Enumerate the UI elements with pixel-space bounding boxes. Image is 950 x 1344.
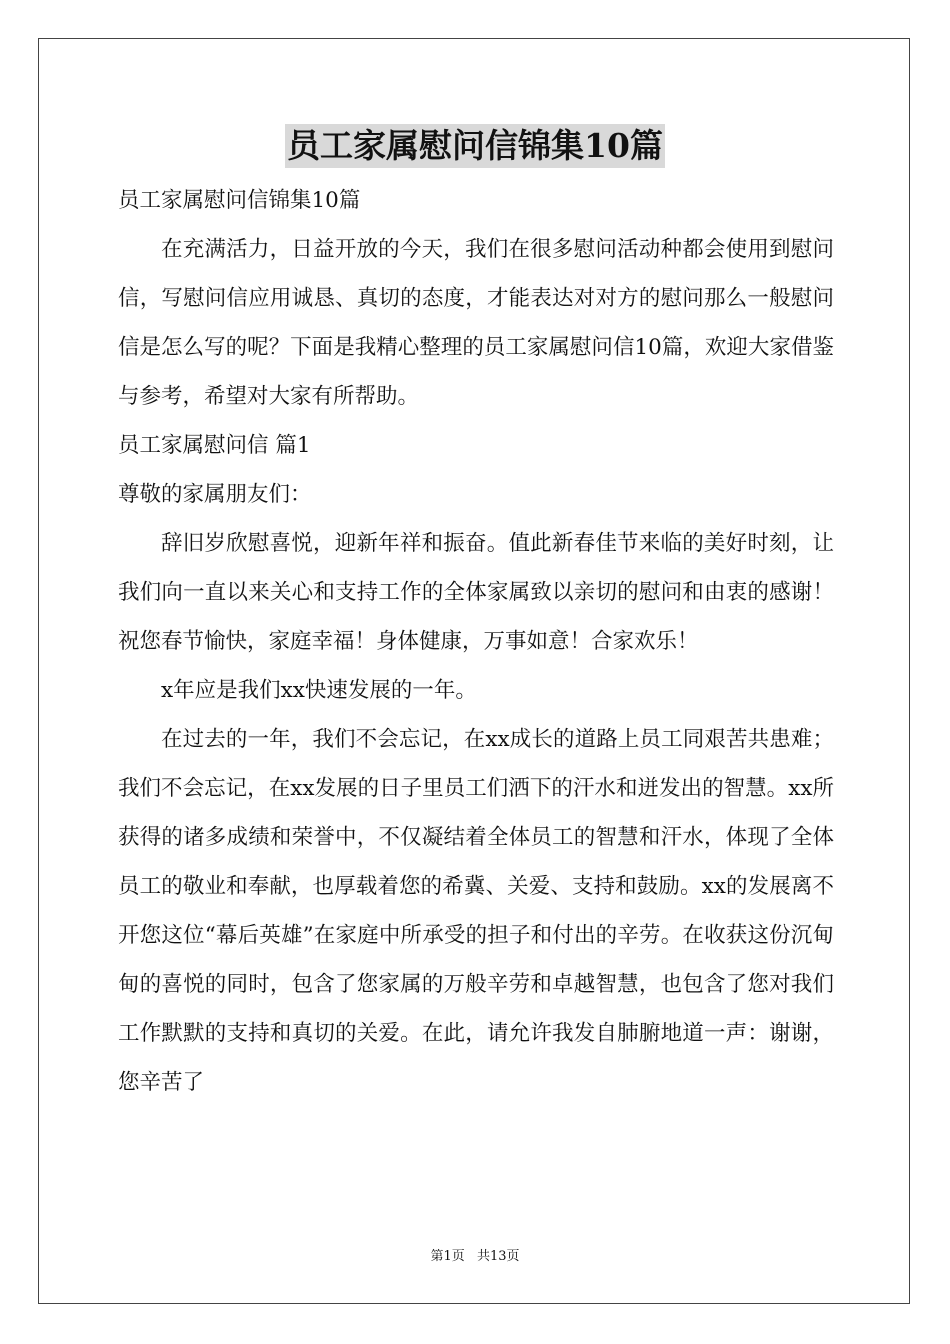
paragraph-salutation: 尊敬的家属朋友们：	[118, 482, 312, 507]
paragraph-subtitle: 员工家属慰问信锦集10篇	[118, 188, 361, 213]
title-container	[0, 124, 950, 168]
page-footer	[0, 1248, 950, 1266]
page-number: 第1页	[430, 1249, 465, 1264]
document-title: 员工家属慰问信锦集10篇	[285, 124, 665, 168]
paragraph-intro: 在充满活力，日益开放的今天，我们在很多慰问活动种都会使用到慰问信，写慰问信应用诚恳、真切的态度，才能表达对对方的慰问那么一般慰问信是怎么写的呢？下面是我精心整理的员工家属慰问信10篇，欢迎大家借鉴与参考，希望对大家有所帮助。	[118, 237, 834, 409]
paragraph-greeting: 辞旧岁欣慰喜悦，迎新年祥和振奋。值此新春佳节来临的美好时刻，让我们向一直以来关心和支持工作的全体家属致以亲切的慰问和由衷的感谢！祝您春节愉快，家庭幸福！身体健康，万事如意！合家欢乐！	[118, 531, 834, 654]
page-total: 共13页	[476, 1249, 520, 1264]
document-body	[118, 176, 834, 1107]
paragraph-body: 在过去的一年，我们不会忘记，在xx成长的道路上员工同艰苦共患难；我们不会忘记，在xx发展的日子里员工们洒下的汗水和迸发出的智慧。xx所获得的诸多成绩和荣誉中，不仅凝结着全体员工的智慧和汗水，体现了全体员工的敬业和奉献，也厚载着您的希冀、关爱、支持和鼓励。xx的发展离不开您这位“幕后英雄”在家庭中所承受的担子和付出的辛劳。在收获这份沉甸甸的喜悦的同时，包含了您家属的万般辛劳和卓越智慧，也包含了您对我们工作默默的支持和真切的关爱。在此，请允许我发自肺腑地道一声：谢谢，您辛苦了	[118, 727, 834, 1095]
paragraph-section-heading: 员工家属慰问信 篇1	[118, 433, 311, 458]
paragraph-year: x年应是我们xx快速发展的一年。	[161, 678, 477, 703]
